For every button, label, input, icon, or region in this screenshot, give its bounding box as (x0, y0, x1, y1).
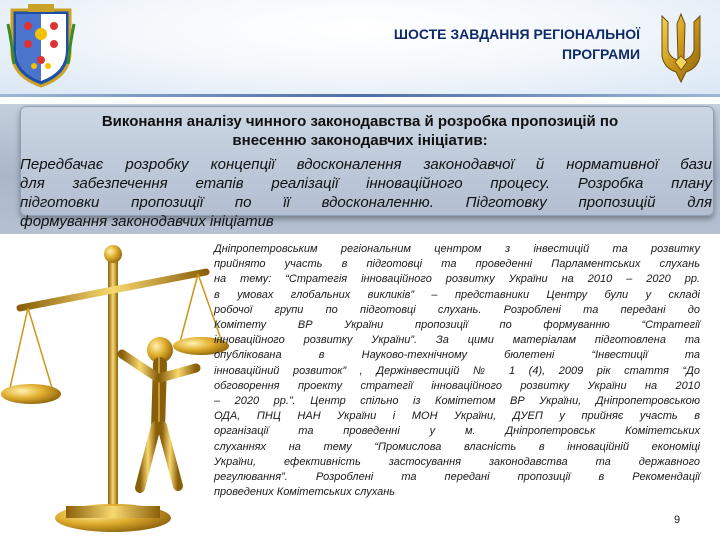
body-line: опублікована в Науково-технічному бюлетені “Інвестиції та (214, 349, 700, 362)
body-line: організації та проведенні у м. Дніпропетровськ Комітетських (214, 425, 700, 438)
summary-heading-line-2: внесенню законодавчих ініціатив: (232, 132, 488, 149)
golden-scales-figure-icon (0, 238, 230, 540)
page-number: 9 (674, 514, 681, 526)
body-line: – 2020 рр.”. Центр спільно із Комітетом ВР України, Дніпропетровською (214, 395, 700, 408)
title-line-1: ШОСТЕ ЗАВДАННЯ РЕГІОНАЛЬНОЇ (393, 26, 640, 42)
oblast-coat-of-arms-icon (6, 4, 76, 88)
body-line: в умовах глобальних викликів” – представники Центру були у складі (214, 288, 700, 301)
body-line: слуханнях на тему “Промислова власність в інноваційній економіці (214, 440, 700, 453)
summary-line: формування законодавчих ініціатив (20, 213, 274, 230)
body-line: інноваційний розвиток” , Держінвестицій № 1 (4), 2009 рік стаття “До (214, 364, 700, 377)
body-line: регулювання”. Розроблені та передані пропозиції в Рекомендації (214, 471, 700, 484)
ukraine-trident-icon (658, 12, 704, 84)
body-line: проведених Комітетських слухань (214, 486, 396, 499)
body-line: на тему: “Стратегія інноваційного розвитку України на 2010 – 2020 рр. (214, 273, 700, 286)
summary-body (20, 155, 712, 231)
body-line: робочої групи по підготовці слухань. Розроблені та передані до (214, 303, 700, 316)
summary-line: підготовки пропозиції по її вдосконаленню. Підготовку пропозицій для (20, 194, 712, 211)
body-line: Комітету ВР України пропозиції по формуванню “Стратегії (214, 319, 700, 332)
body-line: прийнято участь в підготовці та проведенні Парламентських слухань (214, 258, 700, 271)
body-paragraph (214, 242, 700, 500)
summary-line: Передбачає розробку концепції вдосконалення законодавчої й нормативної бази (20, 156, 712, 173)
body-line: ОДА, ПНЦ НАН України і МОН України, ДУЕП у прийняє участь в (214, 410, 700, 423)
body-line: обговорення проекту стратегії інноваційного розвитку України на 2010 (214, 379, 700, 392)
title-line-2: ПРОГРАМИ (562, 46, 640, 62)
body-line: України, ефективність застосування законодавства та державного (214, 455, 700, 468)
summary-heading-line-1: Виконання аналізу чинного законодавства й розробка пропозицій по (101, 113, 619, 130)
summary-line: для забезпечення етапів реалізації інноваційного процесу. Розробка плану (20, 175, 712, 192)
body-line: інноваційного розвитку України”. За цими матеріалам підготовлена та (214, 334, 700, 347)
header-divider (0, 94, 720, 97)
summary-heading (40, 112, 680, 150)
page-title (300, 24, 640, 64)
body-line: Дніпропетровським регіональним центром з інвестицій та розвитку (214, 243, 700, 255)
